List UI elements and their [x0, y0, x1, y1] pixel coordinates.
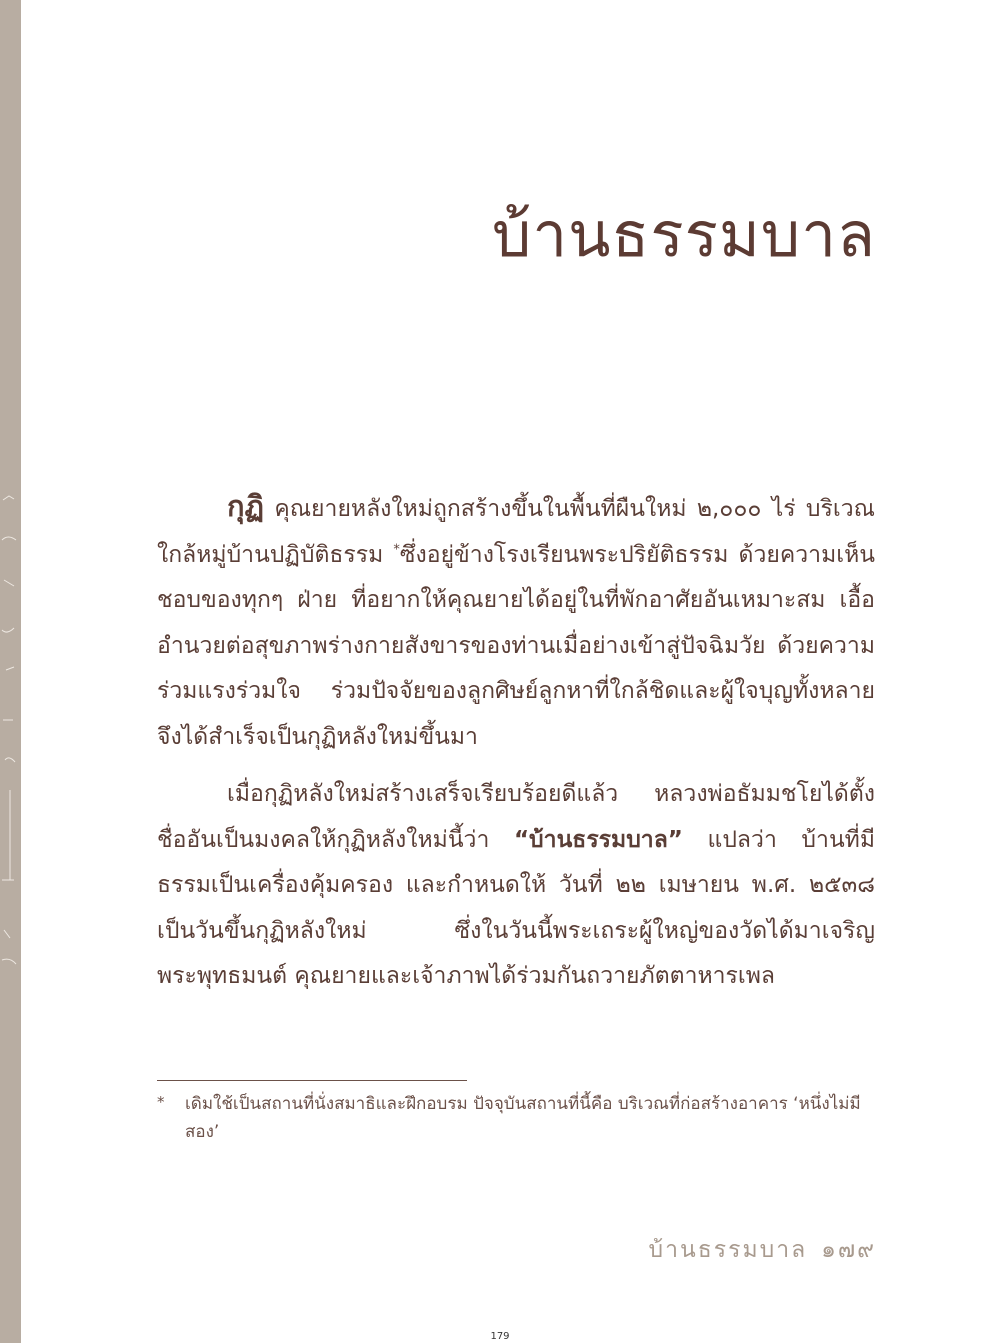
paragraph-2 [157, 772, 875, 1000]
paragraph-2-text-b: แปลว่า บ้านที่มีธรรมเป็นเครื่องคุ้มครอง และกำหนดให้ วันที่ ๒๒ เมษายน พ.ศ. ๒๕๓๘ เป็นวันขึ้นกุฏิหลังใหม่ ซึ่งในวันนี้พระเถระผู้ใหญ่ของวัดได้มาเจริญพระพุทธมนต์ คุณยายและเจ้าภาพได้ร่วมกันถวายภัตตาหารเพล [157, 826, 875, 989]
footnote [157, 1090, 877, 1146]
running-footer [648, 1232, 876, 1268]
paragraph-2-text-a: เมื่อกุฏิหลังใหม่สร้างเสร็จเรียบร้อยดีแล้ว หลวงพ่อธัมมชโยได้ตั้งชื่ออันเป็นมงคลให้กุฏิหลังใหม่นี้ว่า [157, 781, 875, 853]
sketch-icon [0, 0, 21, 1343]
footnote-divider [157, 1080, 467, 1081]
page-number: 179 [490, 1331, 510, 1342]
quoted-house-name: “บ้านธรรมบาล” [513, 826, 683, 853]
paragraph-1 [157, 484, 875, 760]
lead-word: กุฏิ [227, 489, 265, 523]
footnote-reference: * [393, 541, 400, 557]
footnote-mark: * [157, 1093, 165, 1111]
chapter-title: บ้านธรรมบาล [491, 198, 876, 271]
running-footer-title: บ้านธรรมบาล [648, 1237, 808, 1263]
side-strip-decoration [0, 0, 21, 1343]
paragraph-1-text-b: ซึ่งอยู่ข้างโรงเรียนพระปริยัติธรรม ด้วยความเห็นชอบของทุกๆ ฝ่าย ที่อยากให้คุณยายได้อยู่ในที่พักอาศัยอันเหมาะสม เอื้ออำนวยต่อสุขภาพร่างกายสังขารของท่านเมื่อย่างเข้าสู่ปัจฉิมวัย ด้วยความร่วมแรงร่วมใจ ร่วมปัจจัยของลูกศิษย์ลูกหาที่ใกล้ชิดและผู้ใจบุญทั้งหลาย จึงได้สำเร็จเป็นกุฏิหลังใหม่ขึ้นมา [157, 541, 875, 750]
body-text [157, 484, 875, 1012]
footnote-text: เดิมใช้เป็นสถานที่นั่งสมาธิและฝึกอบรม ปัจจุบันสถานที่นี้คือ บริเวณที่ก่อสร้างอาคาร ‘หนึ่งไม่มีสอง’ [185, 1094, 861, 1142]
paragraph-1-text-a: คุณยายหลังใหม่ถูกสร้างขึ้นในพื้นที่ผืนใหม่ ๒,๐๐๐ ไร่ บริเวณใกล้หมู่บ้านปฏิบัติธรรม [157, 496, 875, 568]
running-footer-page: ๑๗๙ [821, 1237, 876, 1263]
